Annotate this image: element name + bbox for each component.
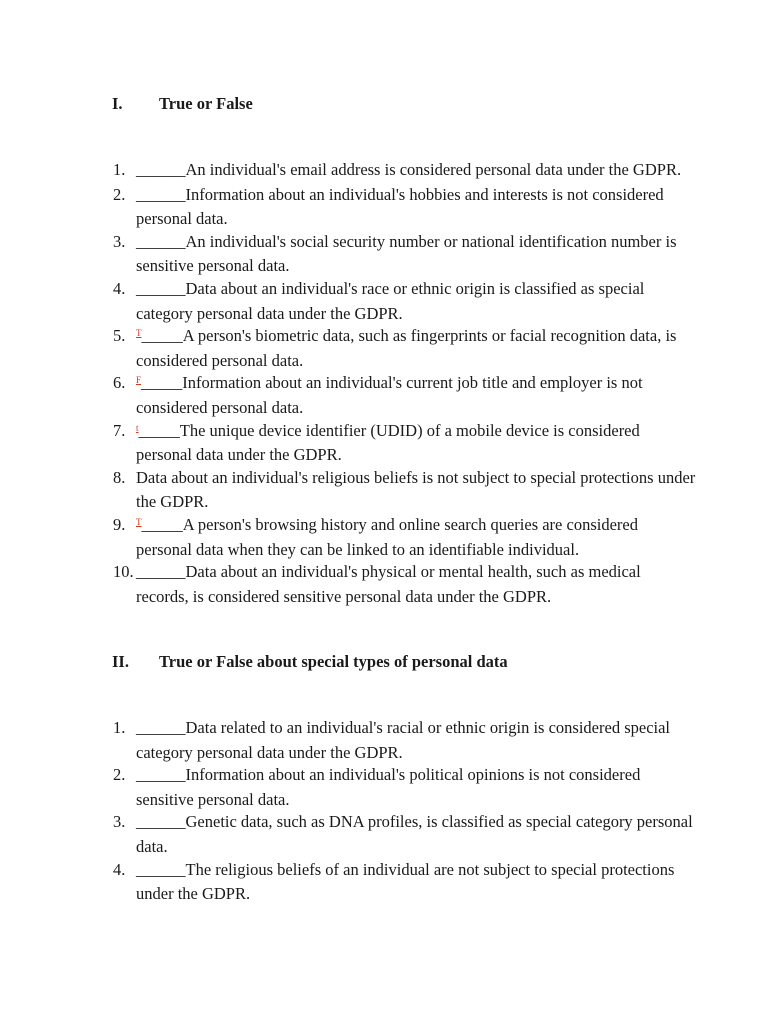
item-number: 10.: [113, 562, 134, 582]
answer-blank: _____: [138, 420, 180, 440]
answer-blank: _____: [141, 373, 183, 393]
list-item: [0, 561, 696, 608]
section-number: II.: [112, 652, 129, 671]
answer-blank: ______: [136, 231, 186, 251]
item-text: An individual's email address is considered personal data under the GDPR.: [185, 160, 682, 179]
answer-blank: ______: [136, 718, 186, 737]
answer-blank: _____: [141, 514, 183, 534]
question-list-1: [0, 159, 768, 608]
item-text: Genetic data, such as DNA profiles, is classified as special category personal data.: [136, 812, 693, 856]
list-item: [0, 811, 696, 858]
answer-blank: ______: [136, 160, 186, 179]
item-text: Information about an individual's current job title and employer is not considered personal data.: [136, 373, 643, 417]
list-item: [0, 372, 696, 419]
answer-blank: ______: [136, 278, 186, 298]
item-number: 2.: [113, 184, 126, 204]
section-heading-1: [112, 94, 253, 114]
list-item: [0, 467, 696, 514]
item-number: 4.: [113, 278, 126, 298]
list-item: [0, 764, 696, 811]
list-item: [0, 420, 696, 467]
list-item: [0, 514, 696, 561]
item-number: 7.: [113, 420, 126, 440]
question-list-2: [0, 717, 768, 906]
item-number: 6.: [113, 373, 126, 393]
list-item: [0, 859, 696, 906]
section-title: True or False about special types of personal data: [159, 652, 508, 671]
answer-blank: ______: [136, 765, 186, 785]
item-text: The religious beliefs of an individual are not subject to special protections under the GDPR.: [136, 859, 675, 904]
answer-mark: T: [136, 328, 142, 339]
list-item: [0, 278, 696, 325]
item-text: Data about an individual's physical or mental health, such as medical records, is considered sensitive personal data under the GDPR.: [136, 562, 641, 606]
item-number: 8.: [113, 467, 126, 487]
item-number: 5.: [113, 326, 126, 346]
answer-mark: T: [136, 516, 142, 527]
item-text: The unique device identifier (UDID) of a mobile device is considered personal data under the GDPR.: [136, 420, 640, 465]
answer-blank: ______: [136, 184, 186, 204]
item-number: 3.: [113, 231, 126, 251]
item-number: 2.: [113, 765, 126, 785]
answer-mark: t: [136, 422, 139, 433]
section-title: True or False: [159, 94, 253, 113]
answer-blank: ______: [136, 562, 186, 582]
section-number: I.: [112, 94, 123, 113]
section-heading-2: [112, 652, 508, 672]
item-text: A person's biometric data, such as fingerprints or facial recognition data, is considered personal data.: [136, 326, 677, 370]
answer-mark: F: [136, 375, 142, 386]
list-item: [0, 717, 696, 764]
item-text: Data related to an individual's racial or ethnic origin is considered special category personal data under the GDPR.: [136, 718, 671, 762]
item-number: 1.: [113, 718, 126, 737]
item-number: 9.: [113, 514, 126, 534]
list-item: [0, 231, 696, 278]
list-item: [0, 159, 696, 184]
list-item: [0, 184, 696, 231]
item-text: Data about an individual's race or ethnic origin is classified as special category personal data under the GDPR.: [136, 278, 645, 323]
item-number: 1.: [113, 160, 126, 179]
item-number: 4.: [113, 859, 126, 879]
item-text: An individual's social security number or national identification number is sensitive personal data.: [136, 231, 677, 276]
item-text: Information about an individual's political opinions is not considered sensitive personal data.: [136, 765, 641, 809]
answer-blank: _____: [141, 326, 183, 346]
answer-blank: ______: [136, 859, 186, 879]
item-number: 3.: [113, 812, 126, 832]
answer-blank: ______: [136, 812, 186, 832]
item-text: Information about an individual's hobbies and interests is not considered personal data.: [136, 184, 664, 229]
item-text: Data about an individual's religious beliefs is not subject to special protections under the GDPR.: [136, 467, 696, 512]
list-item: [0, 325, 696, 372]
item-text: A person's browsing history and online search queries are considered personal data when they can be linked to an identifiable individual.: [136, 514, 638, 559]
